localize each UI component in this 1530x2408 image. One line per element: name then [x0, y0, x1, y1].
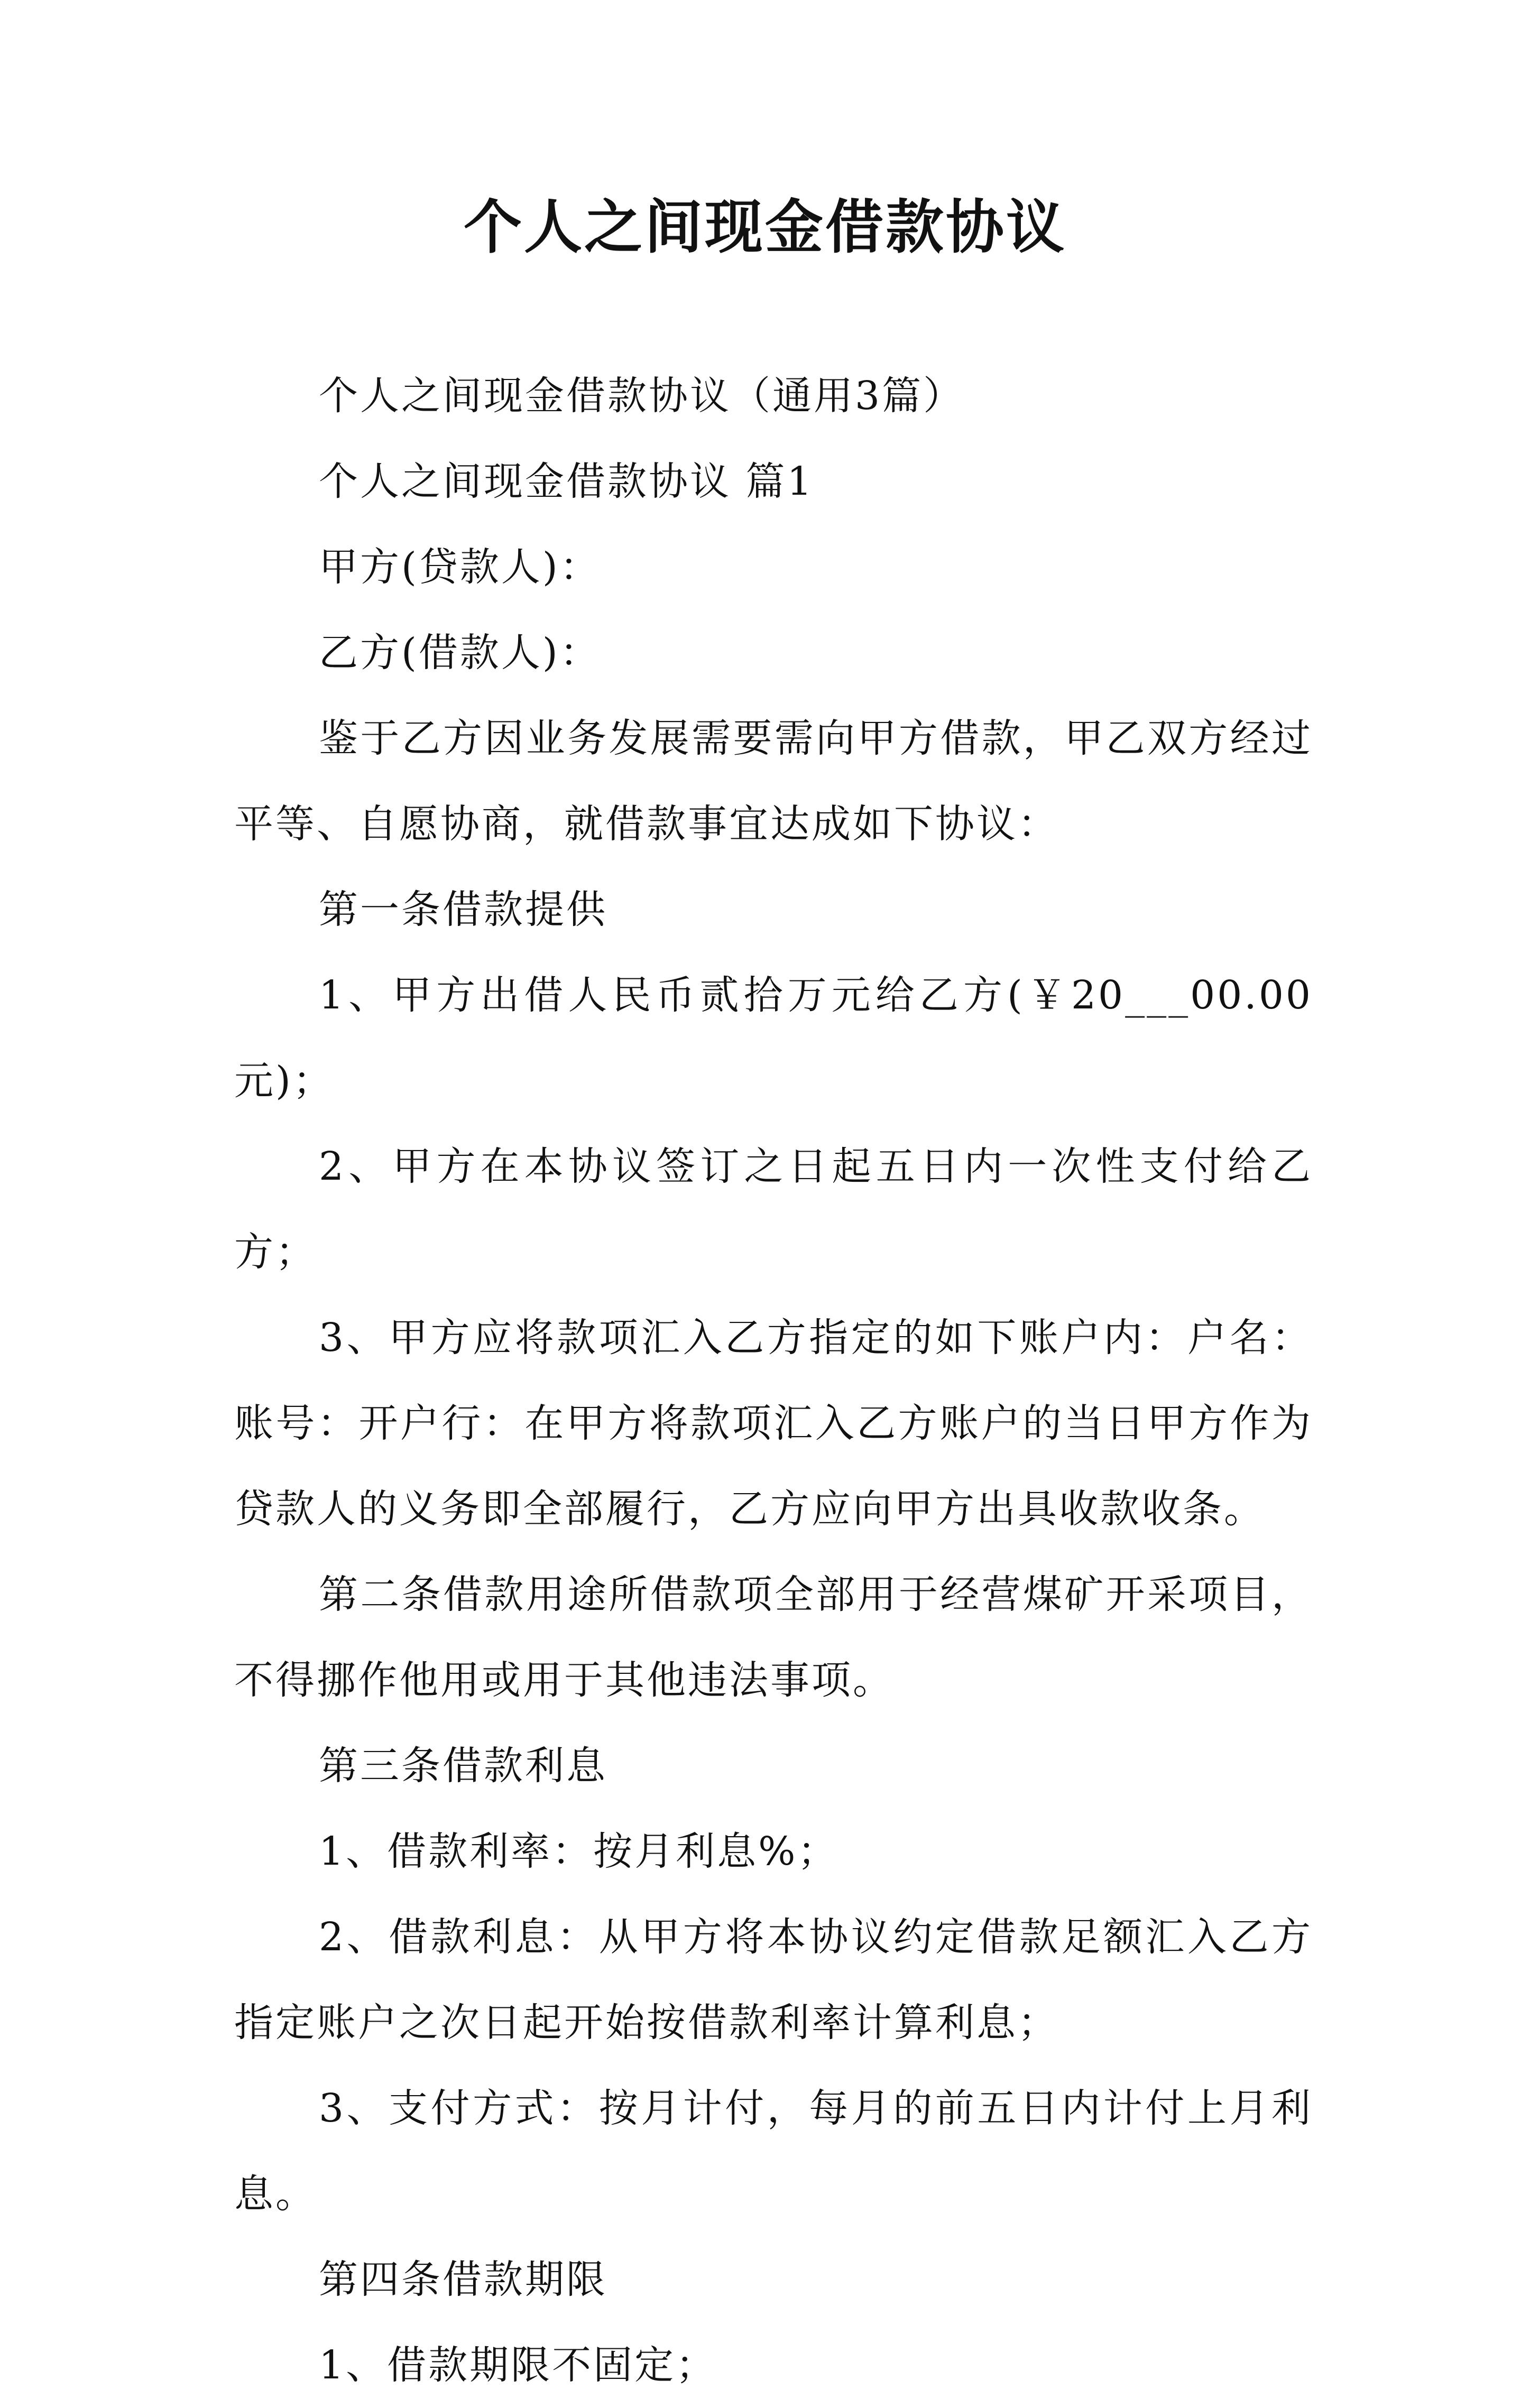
paragraph-article-heading: 个人之间现金借款协议 篇1 [319, 459, 814, 504]
paragraph-party-a: 甲方(贷款人)： [319, 544, 601, 590]
document-body [234, 353, 1313, 2408]
paragraph-clause-4-heading: 第四条借款期限 [319, 2257, 607, 2302]
paragraph-preamble: 鉴于乙方因业务发展需要需向甲方借款，甲乙双方经过平等、自愿协商，就借款事宜达成如下协议： [234, 716, 1313, 847]
paragraph-clause-3-heading: 第三条借款利息 [319, 1743, 607, 1789]
paragraph-clause-1-item-3: 3、甲方应将款项汇入乙方指定的如下账户内：户名：账号：开户行：在甲方将款项汇入乙方账户的当日甲方作为贷款人的义务即全部履行，乙方应向甲方出具收款收条。 [234, 1315, 1313, 1532]
paragraph-subtitle: 个人之间现金借款协议（通用3篇） [319, 373, 965, 419]
paragraph-clause-3-item-2: 2、借款利息：从甲方将本协议约定借款足额汇入乙方指定账户之次日起开始按借款利率计算利息； [234, 1914, 1313, 2045]
paragraph-clause-1-item-1: 1、甲方出借人民币贰拾万元给乙方(￥20___00.00元)； [234, 973, 1313, 1104]
document-title: 个人之间现金借款协议 [464, 193, 1066, 261]
paragraph-clause-1-heading: 第一条借款提供 [319, 887, 607, 932]
paragraph-clause-3-item-3: 3、支付方式：按月计付，每月的前五日内计付上月利息。 [234, 2086, 1313, 2217]
paragraph-party-b: 乙方(借款人)： [319, 630, 601, 675]
paragraph-clause-1-item-2: 2、甲方在本协议签订之日起五日内一次性支付给乙方； [234, 1144, 1313, 1275]
paragraph-clause-3-item-1: 1、借款利率：按月利息%； [319, 1829, 839, 1874]
paragraph-clause-2: 第二条借款用途所借款项全部用于经营煤矿开采项目，不得挪作他用或用于其他违法事项。 [234, 1572, 1313, 1703]
paragraph-clause-4-item-1: 1、借款期限不固定； [319, 2342, 717, 2388]
